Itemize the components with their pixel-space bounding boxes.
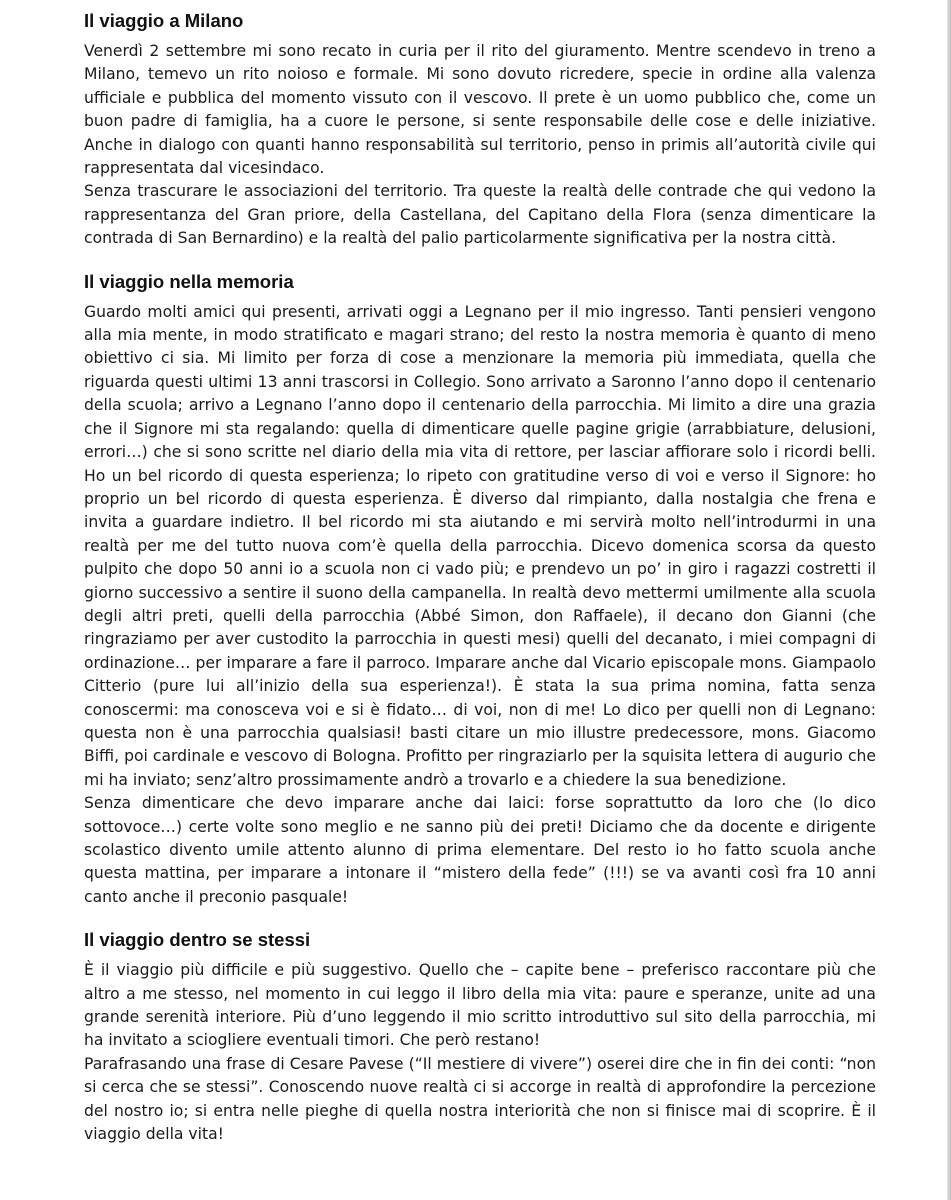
section-viaggio-milano (84, 8, 876, 251)
paragraph: Senza dimenticare che devo imparare anche dai laici: forse soprattutto da loro che (lo dico sottovoce…) certe volte sono meglio e ne sanno più dei preti! Diciamo che da docente e dirigente scolastico divento umile attento alunno di prima elementare. Del resto io ho fatto scuola anche questa mattina, per imparare a intonare il “mistero della fede” (!!!) se va avanti così fra 10 anni canto anche il preconio pasquale! (84, 794, 876, 906)
paragraph: Parafrasando una frase di Cesare Pavese (“Il mestiere di vivere”) oserei dire che in fin dei conti: “non si cerca che se stessi”. Conoscendo nuove realtà ci si accorge in realtà di approfondire la percezione del nostro io; si entra nelle pieghe di quella nostra interiorità che non si finisce mai di scoprire. È il viaggio della vita! (84, 1054, 876, 1144)
page-edge-shadow (947, 0, 951, 1200)
paragraph: È il viaggio più difficile e più suggestivo. Quello che – capite bene – preferisco raccontare più che altro a me stesso, nel momento in cui leggo il libro della mia vita: paure e speranze, unite ad una grande serenità interiore. Più d’uno leggendo il mio scritto introduttivo sul sito della parrocchia, mi ha invitato a sciogliere eventuali timori. Che però restano! (84, 961, 876, 1050)
paragraph: Guardo molti amici qui presenti, arrivati oggi a Legnano per il mio ingresso. Tanti pensieri vengono alla mia mente, in modo stratificato e magari strano; del resto la nostra memoria è quanto di meno obiettivo ci sia. Mi limito per forza di cose a menzionare la memoria più immediata, quella che riguarda questi ultimi 13 anni trascorsi in Collegio. Sono arrivato a Saronno l’anno dopo il centenario della scuola; arrivo a Legnano l’anno dopo il centenario della parrocchia. Mi limito a dire una grazia che il Signore mi sta regalando: quella di dimenticare quelle pagine grigie (arrabbiature, delusioni, errori…) che si sono scritte nel diario della mia vita di rettore, per lasciar affiorare solo i ricordi belli. Ho un bel ricordo di questa esperienza; lo ripeto con gratitudine verso di voi e verso il Signore: ho proprio un bel ricordo di questa esperienza. È diverso dal rimpianto, dalla nostalgia che frena e invita a guardare indietro. Il bel ricordo mi sta aiutando e mi servirà molto nell’introdurmi in una realtà per me del tutto nuova com’è quella della parrocchia. Dicevo domenica scorsa da questo pulpito che dopo 50 anni io a scuola non ci vado più; e prendevo un po’ in giro i ragazzi costretti il giorno successivo a sentire il suono della campanella. In realtà devo mettermi umilmente alla scuola degli altri preti, quelli della parrocchia (Abbé Simon, don Raffaele), il decano don Gianni (che ringraziamo per aver custodito la parrocchia in questi mesi) quelli del decanato, i miei compagni di ordinazione… per imparare a fare il parroco. Imparare anche dal Vicario episcopale mons. Giampaolo Citterio (pure lui all’inizio della sua esperienza!). È stata la sua prima nomina, fatta senza conoscermi: ma conosceva voi e si è fidato… di voi, non di me! Lo dico per quelli non di Legnano: questa non è una parrocchia qualsiasi! basti citare un mio illustre predecessore, mons. Giacomo Biffi, poi cardinale e vescovo di Bologna. Profitto per ringraziarlo per la squisita lettera di augurio che mi ha inviato; senz’altro prossimamente andrò a trovarlo e a chiedere la sua benedizione. (84, 302, 876, 789)
section-viaggio-memoria (84, 269, 876, 910)
paragraph: Senza trascurare le associazioni del territorio. Tra queste la realtà delle contrade che qui vedono la rappresentanza del Gran priore, della Castellana, del Capitano della Flora (senza dimenticare la contrada di San Bernardino) e la realtà del palio particolarmente significativa per la nostra città. (84, 182, 876, 248)
section-heading: Il viaggio dentro se stessi (84, 929, 311, 951)
document-body (84, 8, 876, 1146)
paragraph: Venerdì 2 settembre mi sono recato in curia per il rito del giuramento. Mentre scendevo in treno a Milano, temevo un rito noioso e formale. Mi sono dovuto ricredere, specie in ordine alla valenza ufficiale e pubblica del momento vissuto con il vescovo. Il prete è un uomo pubblico che, come un buon padre di famiglia, ha a cuore le persone, si sente responsabile delle cose e delle iniziative. Anche in dialogo con quanti hanno responsabilità sul territorio, penso in primis all’autorità civile qui rappresentata dal vicesindaco. (84, 42, 876, 178)
section-viaggio-se-stessi (84, 927, 876, 1146)
section-heading: Il viaggio a Milano (84, 10, 244, 31)
section-heading: Il viaggio nella memoria (84, 270, 294, 292)
